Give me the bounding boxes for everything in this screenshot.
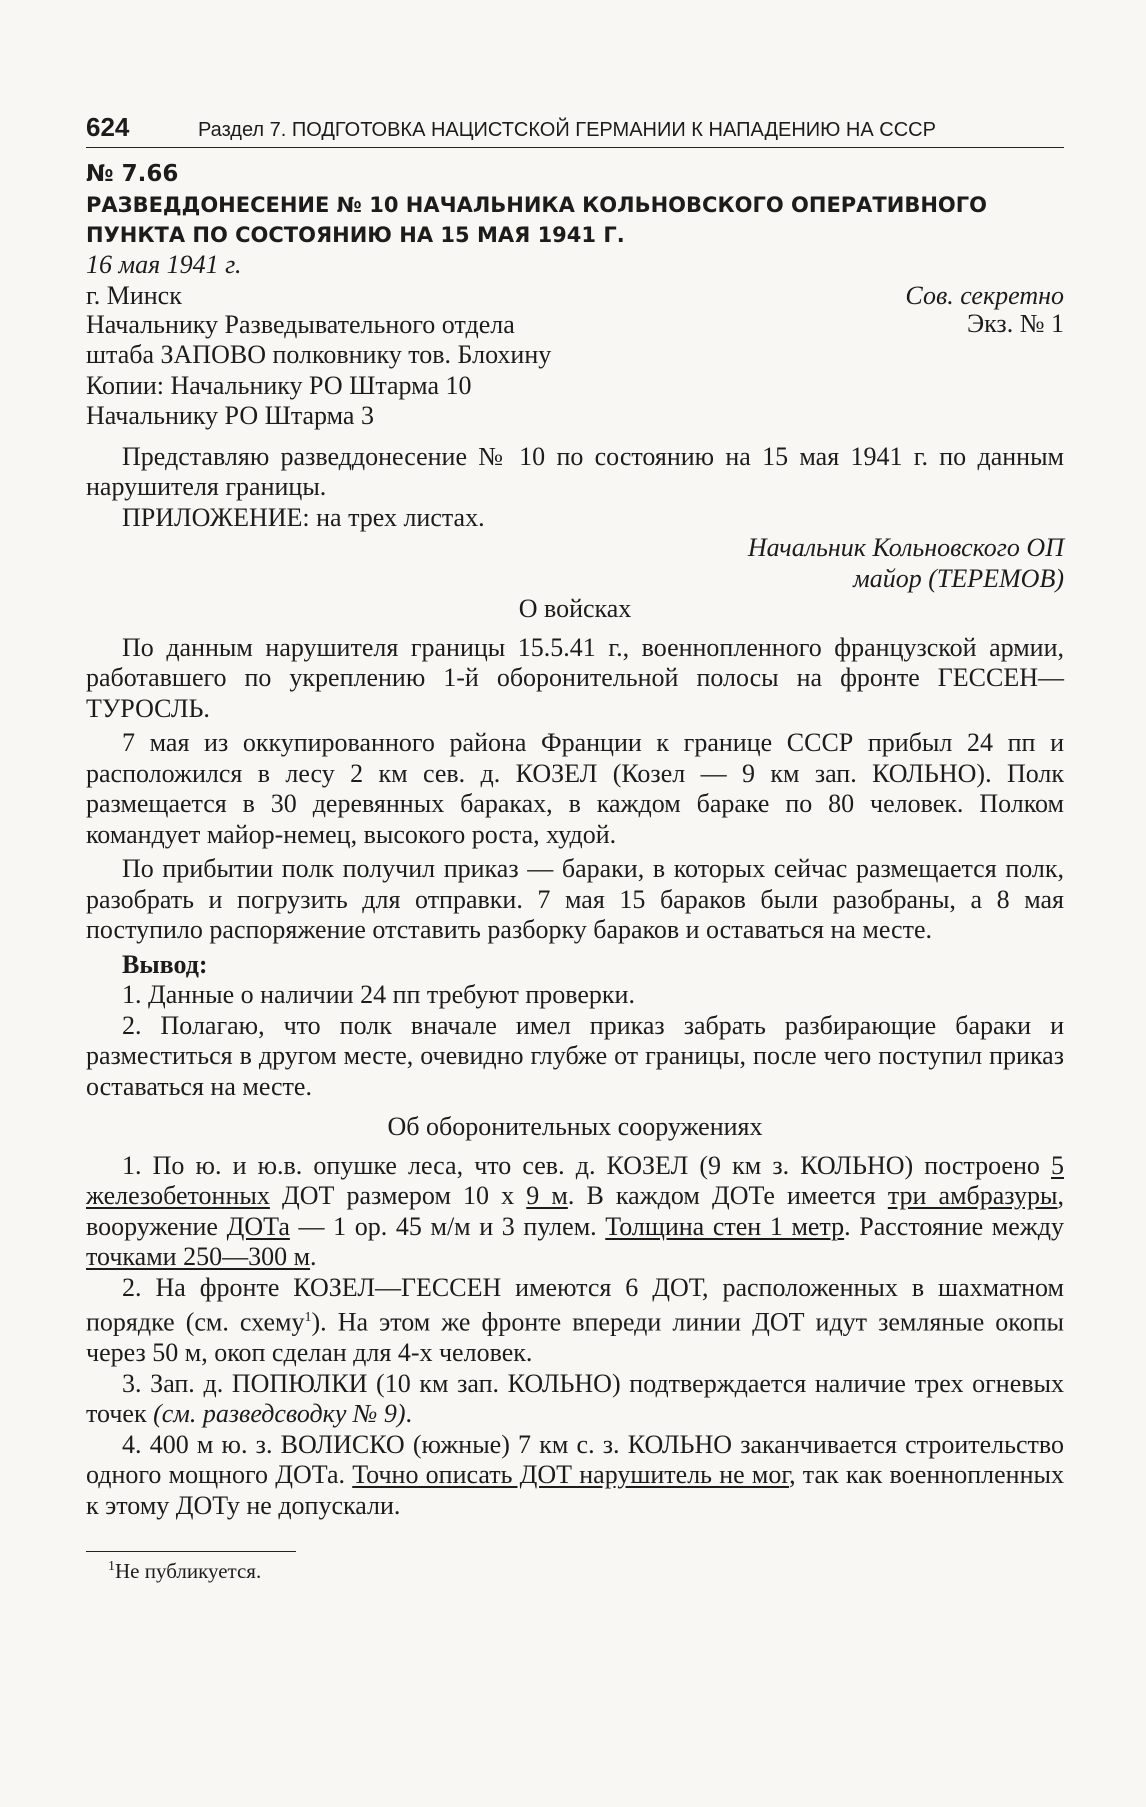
attachment-note: ПРИЛОЖЕНИЕ: на трех листах. — [122, 502, 485, 532]
conclusion-2: 2. Полагаю, что полк вначале имел приказ забрать разбирающие бараки и разместиться в другом месте, очевидно глубже от границы, после чего поступил приказ оставаться на месте. — [86, 1010, 1064, 1101]
intro-paragraph: Представляю разведдонесение № 10 по состоянию на 15 мая 1941 г. по данным нарушителя границы. — [86, 441, 1064, 501]
document-body — [86, 158, 1064, 1586]
page-number: 624 — [86, 112, 130, 142]
paragraph-2: 7 мая из оккупированного района Франции к границе СССР прибыл 24 пп и расположился в лесу 2 км сев. д. КОЗЕЛ (Козел — 9 км зап. КОЛЬНО). Полк размещается в 30 деревянных бараках, в каждом бараке по 80 человек. Полком командует майор-немец, высокого роста, худой. — [86, 728, 1064, 849]
addressee-line-1: Начальнику Разведывательного отдела — [86, 309, 515, 339]
fortification-item-4: 4. 400 м ю. з. ВОЛИСКО (южные) 7 км с. з. КОЛЬНО заканчивается строительство одного мощного ДОТа. Точно описать ДОТ нарушитель не мог, так как военнопленных к этому ДОТу не допускали. — [86, 1429, 1064, 1520]
copies-line-2: Начальнику РО Штарма 3 — [86, 401, 374, 430]
addressee-line-2: штаба ЗАПОВО полковнику тов. Блохину — [86, 340, 552, 369]
place-classification-row — [86, 281, 1064, 312]
document-date: 16 мая 1941 г. — [86, 250, 242, 279]
signer-title: Начальник Кольновского ОП — [747, 533, 1064, 562]
fortification-item-3: 3. Зап. д. ПОПЮЛКИ (10 км зап. КОЛЬНО) подтверждается наличие трех огневых точек (см. разведсводку № 9). — [86, 1368, 1064, 1429]
document-number: № 7.66 — [86, 161, 179, 187]
footnote — [86, 1552, 1064, 1586]
paragraph-1: По данным нарушителя границы 15.5.41 г., военнопленного французской армии, работавшего по укреплению 1-й оборонительной полосы на фронте ГЕССЕН—ТУРОСЛЬ. — [86, 632, 1064, 723]
footnote-ref: 1 — [304, 1310, 312, 1325]
classification-stamp: Сов. секретно — [905, 280, 1064, 310]
document-place: г. Минск — [86, 280, 182, 310]
document-heading: РАЗВЕДДОНЕСЕНИЕ № 10 НАЧАЛЬНИКА КОЛЬНОВСКОГО ОПЕРАТИВНОГО ПУНКТА ПО СОСТОЯНИЮ НА 15 МАЯ 1941 Г. — [86, 193, 988, 247]
signer-name: майор (ТЕРЕМОВ) — [853, 563, 1064, 593]
paragraph-3: По прибытии полк получил приказ — бараки, в которых сейчас размещается полк, разобрать и погрузить для отправки. 7 мая 15 бараков были разобраны, а 8 мая поступило распоряжение отставить разборку бараков и оставаться на месте. — [86, 854, 1064, 944]
copies-line-1: Копии: Начальнику РО Штарма 10 — [86, 370, 472, 400]
section-fortifications-title: Об оборонительных сооружениях — [387, 1112, 763, 1141]
fortification-item-2: 2. На фронте КОЗЕЛ—ГЕССЕН имеются 6 ДОТ, расположенных в шахматном порядке (см. схему$^1$). На этом же фронте впереди линии ДОТ идут земляные окопы через 50 м, окоп сделан для 4-х человек. — [86, 1272, 1064, 1368]
footnote-mark: 1 — [108, 1559, 115, 1575]
copy-number: Экз. № 1 — [966, 309, 1064, 338]
section-troops-title: О войсках — [518, 594, 632, 623]
conclusion-label: Вывод: — [122, 949, 208, 979]
conclusion-1: 1. Данные о наличии 24 пп требуют проверки. — [122, 980, 635, 1009]
footnote-text: Не публикуется. — [115, 1559, 262, 1584]
running-title: Раздел 7. ПОДГОТОВКА НАЦИСТСКОЙ ГЕРМАНИИ К НАПАДЕНИЮ НА СССР — [198, 119, 936, 141]
fortification-item-1: 1. По ю. и ю.в. опушке леса, что сев. д. КОЗЕЛ (9 км з. КОЛЬНО) построено 5 железобетонных ДОТ размером 10 х 9 м. В каждом ДОТе имеется три амбразуры, вооружение ДОТа — 1 ор. 45 м/м и 3 пулем. Толщина стен 1 метр. Расстояние между точками 250—300 м. — [86, 1150, 1064, 1271]
running-header — [86, 112, 1064, 148]
